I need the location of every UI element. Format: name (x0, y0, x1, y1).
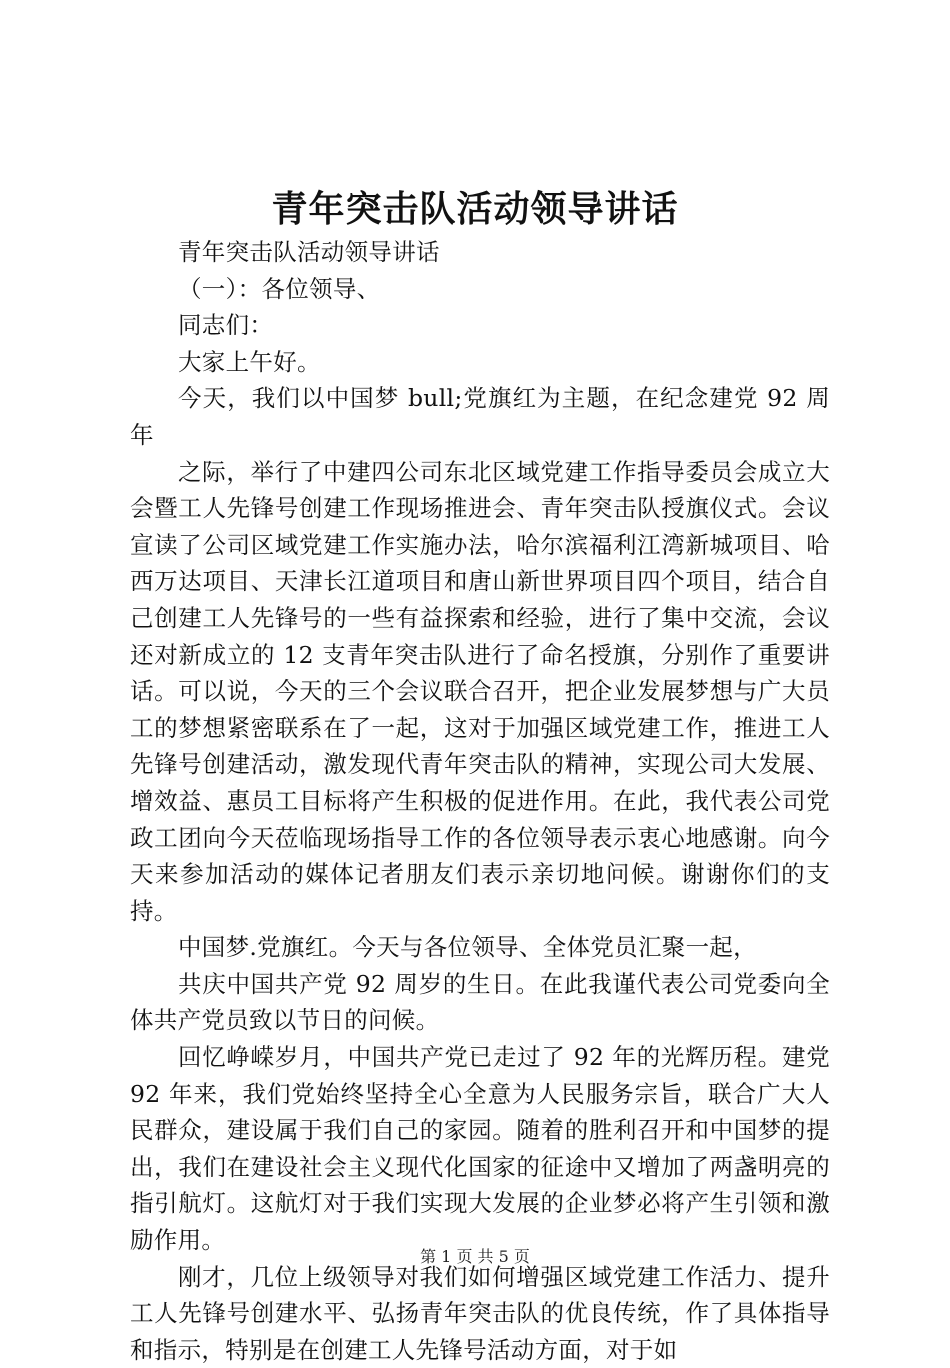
paragraph: （一）：各位领导、 (178, 274, 381, 303)
page-number-footer: 第 1 页 共 5 页 (420, 1247, 530, 1266)
paragraph: 今天，我们以中国梦 bull;党旗红为主题，在纪念建党 92 周年 (130, 384, 830, 449)
paragraph: 大家上午好。 (178, 347, 321, 376)
paragraph: 之际，举行了中建四公司东北区域党建工作指导委员会成立大会暨工人先锋号创建工作现场推进会、青年突击队授旗仪式。会议宣读了公司区域党建工作实施办法，哈尔滨福利江湾新城项目、哈西万达项目、天津长江道项目和唐山新世界项目四个项目，结合自己创建工人先锋号的一些有益探索和经验，进行了集中交流，会议还对新成立的 12 支青年突击队进行了命名授旗，分别作了重要讲话。可以说，今天的三个会议联合召开，把企业发展梦想与广大员工的梦想紧密联系在了一起，这对于加强区域党建工作，推进工人先锋号创建活动，激发现代青年突击队的精神，实现公司大发展、增效益、惠员工目标将产生积极的促进作用。在此，我代表公司党政工团向今天莅临现场指导工作的各位领导表示衷心地感谢。向今天来参加活动的媒体记者朋友们表示亲切地问候。谢谢你们的支持。 (130, 457, 830, 925)
paragraph: 刚才，几位上级领导对我们如何增强区域党建工作活力、提升工人先锋号创建水平、弘扬青年突击队的优良传统，作了具体指导和指示，特别是在创建工人先锋号活动方面，对于如 (130, 1262, 830, 1364)
paragraph: 回忆峥嵘岁月，中国共产党已走过了 92 年的光辉历程。建党 92 年来，我们党始终坚持全心全意为人民服务宗旨，联合广大人民群众，建设属于我们自己的家园。随着的胜利召开和中国梦的提出，我们在建设社会主义现代化国家的征途中又增加了两盏明亮的指引航灯。这航灯对于我们实现大发展的企业梦必将产生引领和激励作用。 (130, 1043, 830, 1255)
paragraph: 青年突击队活动领导讲话 (178, 238, 440, 266)
document-title: 青年突击队活动领导讲话 (271, 188, 679, 230)
document-body (130, 234, 830, 1368)
paragraph: 共庆中国共产党 92 周岁的生日。在此我谨代表公司党委向全体共产党员致以节日的问候。 (130, 969, 830, 1035)
paragraph: 同志们： (178, 311, 274, 340)
paragraph: 中国梦.党旗红。今天与各位领导、全体党员汇聚一起， (178, 933, 757, 962)
